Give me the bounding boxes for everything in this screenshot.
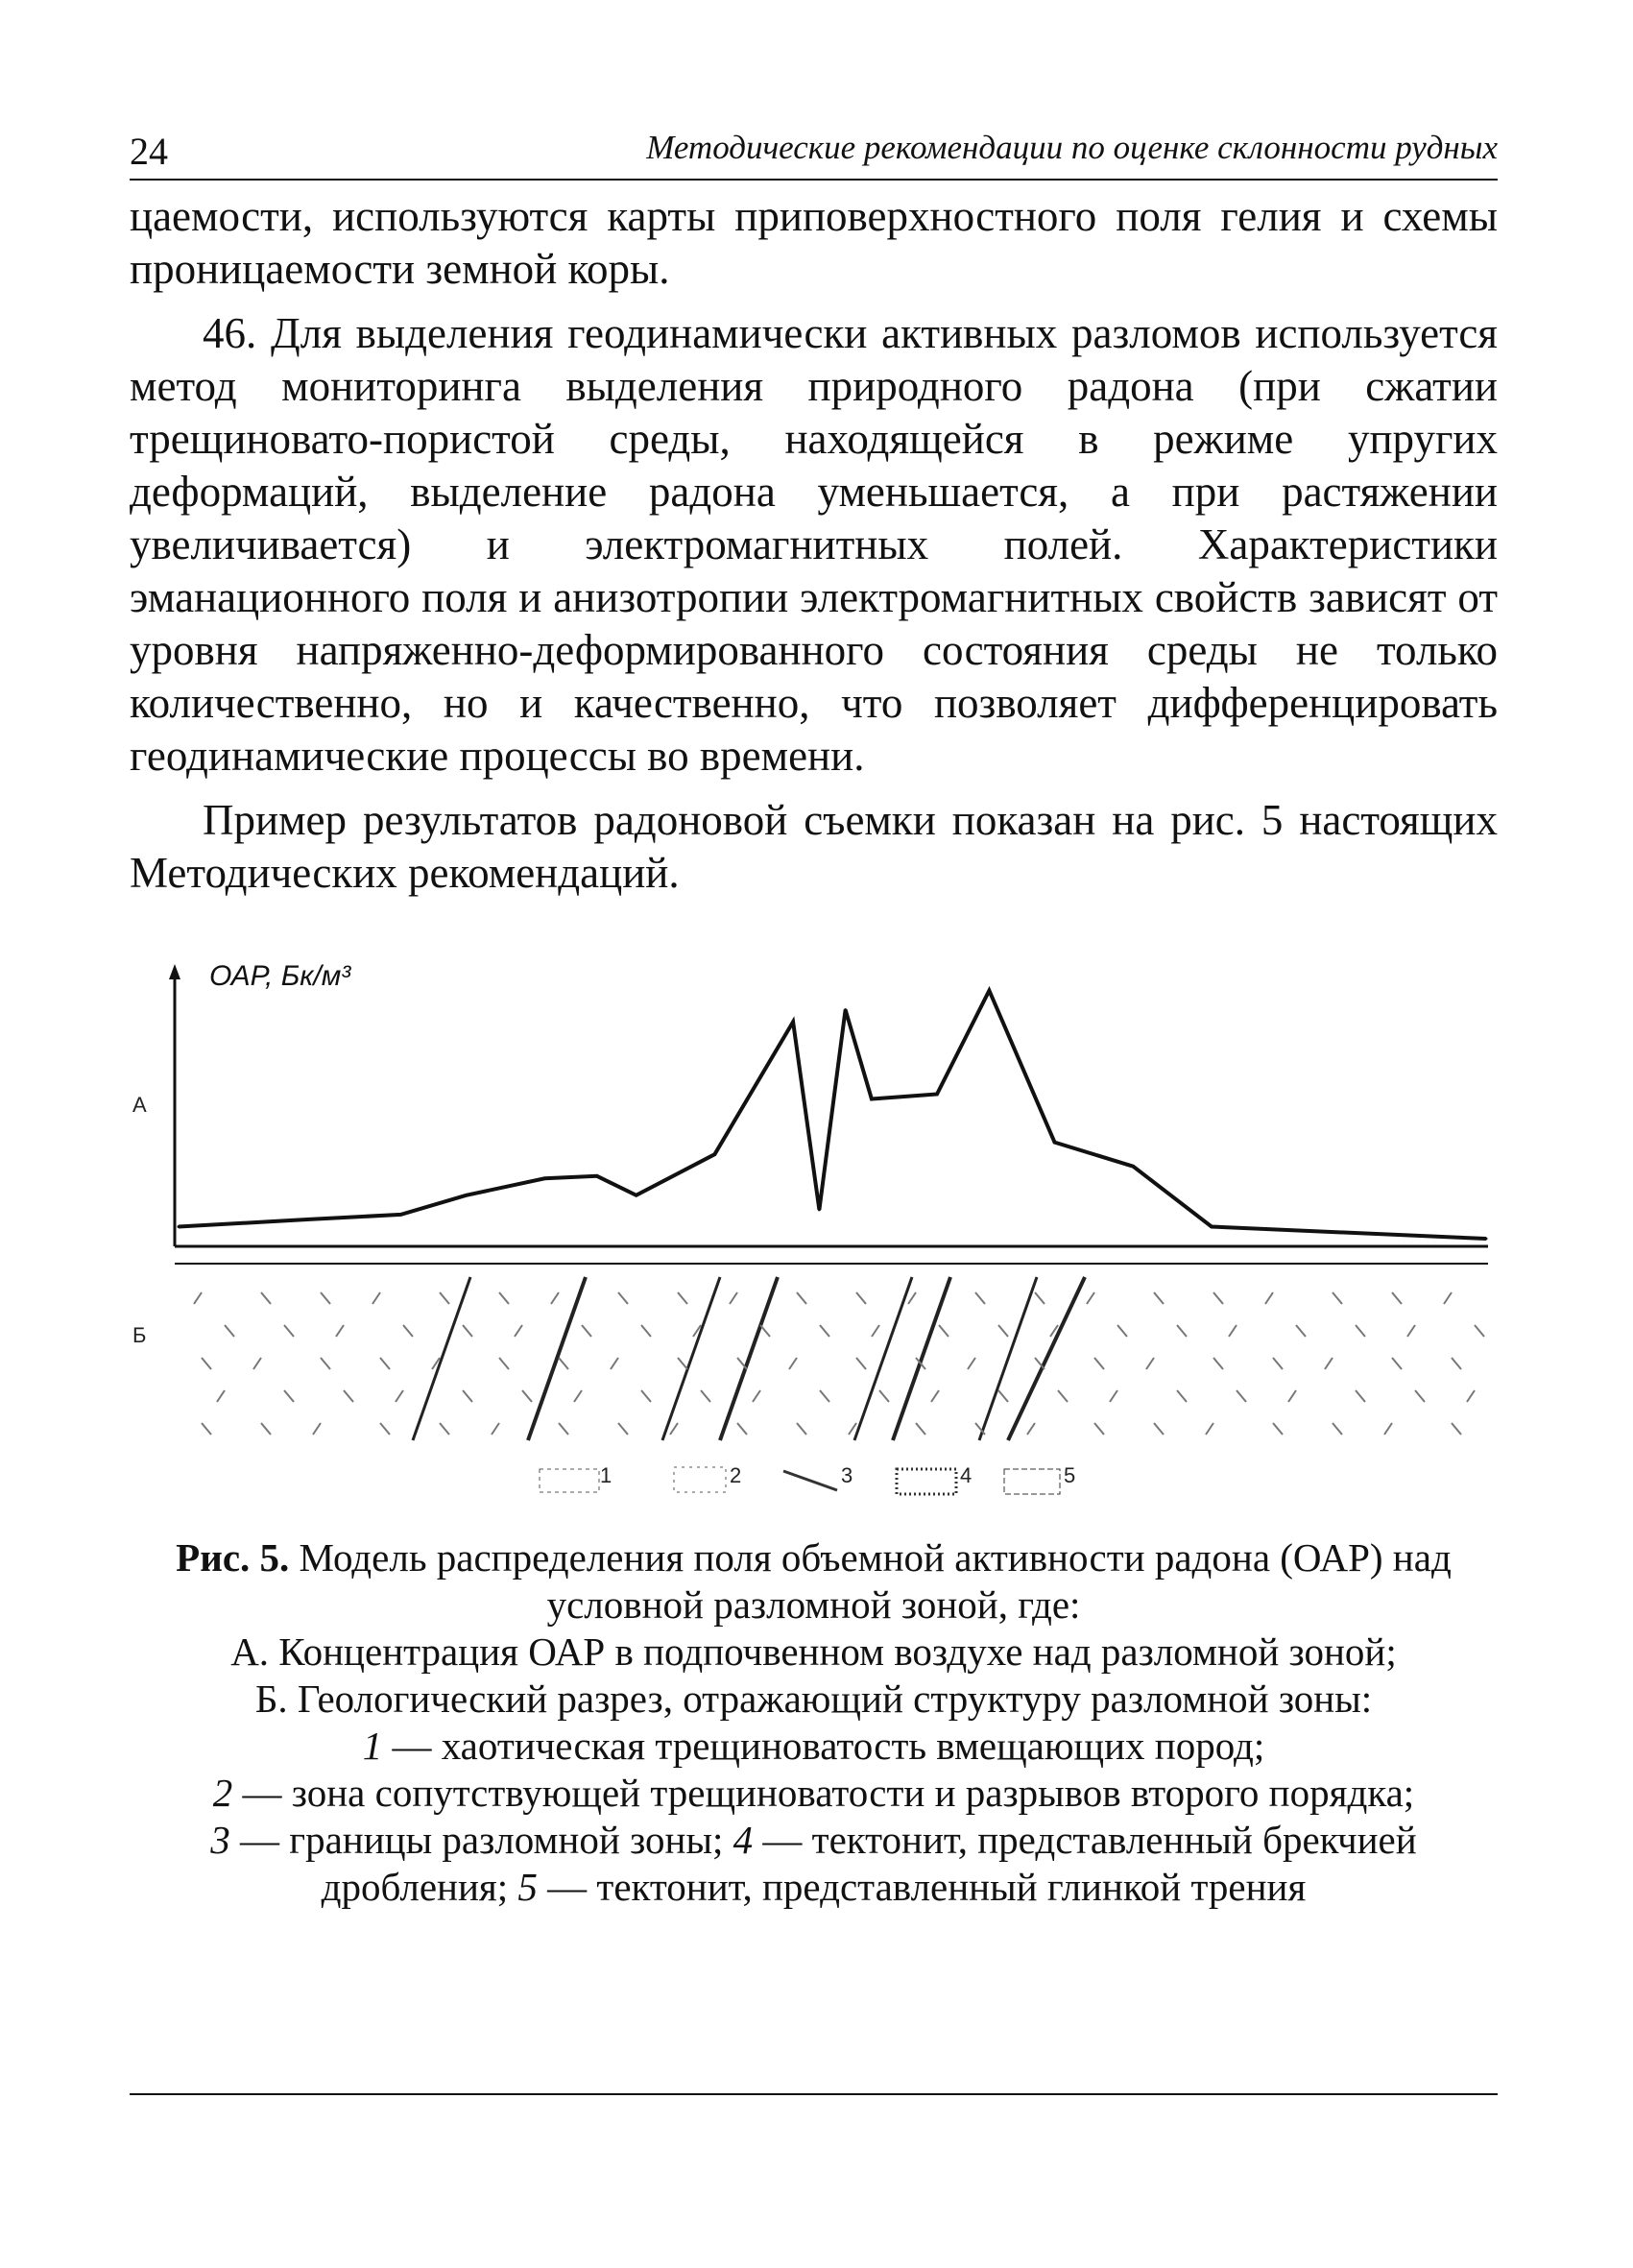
caption-line-b: Б. Геологический разрез, отражающий структуру разломной зоны: [254,1677,1373,1721]
fracture-dash [261,1292,271,1304]
fault-line [893,1277,950,1440]
fracture-dash [1027,1423,1035,1435]
fracture-dash [440,1423,449,1435]
fracture-dash [1110,1390,1117,1402]
radon-point [635,1194,637,1196]
fracture-dash [975,1292,985,1304]
fracture-dash [1177,1390,1187,1402]
legend-box-2 [674,1467,726,1492]
fracture-dash [1154,1423,1164,1435]
fracture-dash [202,1358,211,1369]
page-header [130,125,1498,181]
fracture-dash [225,1325,234,1337]
fracture-dash [1058,1390,1068,1402]
fracture-dash [582,1325,591,1337]
radon-point [818,1208,821,1211]
paragraph-46: 46. Для выделения геодинамически активных разломов используется метод мониторинга выделения природного радона (при сжатии трещиновато-пористой среды, находящейся в режиме упругих деформаций, выделение радона уменьшается, а при растяжении увеличивается) и электромагнитных полей. Характеристики эманационного поля и анизотропии электромагнитных свойств зависят от уровня напряженно-деформированного состояния среды не только количественно, но и качественно, что позволяет дифференцировать геодинамические процессы во времени. [130,309,1498,780]
caption-num-4: 4 [732,1818,754,1862]
fracture-dash [1094,1423,1104,1435]
fracture-dash [372,1292,380,1304]
fracture-dash [1146,1358,1154,1369]
fracture-dash [1094,1358,1104,1369]
fracture-dash [1213,1358,1223,1369]
fracture-dash [611,1358,618,1369]
fracture-dash [760,1325,770,1337]
fault-line [1008,1277,1085,1440]
legend-number-3: 3 [841,1463,853,1487]
legend-box-5 [1004,1469,1060,1494]
fracture-dash [618,1423,628,1435]
fracture-dash [797,1292,806,1304]
fracture-dash [499,1358,509,1369]
caption-item-2 [130,1770,1498,1817]
fracture-dash [1117,1325,1127,1337]
fracture-dash [618,1292,628,1304]
radon-point [399,1213,402,1216]
paragraph-example: Пример результатов радоновой съемки показан на рис. 5 настоящих Методических рекомендаций. [130,796,1498,897]
fracture-dash [380,1423,390,1435]
fracture-dash [321,1292,330,1304]
fracture-dash [1452,1423,1461,1435]
fracture-dash [820,1325,829,1337]
caption-text-2: — зона сопутствующей трещиноватости и разрывов второго порядка; [232,1771,1415,1815]
fracture-dash [1296,1325,1306,1337]
fracture-dash [678,1358,687,1369]
fracture-dash [670,1423,678,1435]
fracture-dash [789,1358,797,1369]
fracture-dash [737,1423,747,1435]
fracture-dash [463,1390,472,1402]
fracture-dash [968,1358,975,1369]
fracture-dash [1415,1390,1425,1402]
caption-num-2: 2 [212,1771,233,1815]
radon-point [308,1218,311,1220]
fracture-dash [1213,1292,1223,1304]
figure-5 [125,951,1507,1527]
fracture-dash [939,1325,949,1337]
fracture-dash [872,1325,879,1337]
caption-text-1: — хаотическая трещиноватость вмещающих пород; [382,1724,1265,1768]
fracture-dash [1273,1423,1283,1435]
fracture-dash [284,1325,294,1337]
fracture-dash [1392,1292,1402,1304]
running-title: Методические рекомендации по оценке склонности рудных [646,129,1498,166]
fracture-dash [522,1390,532,1402]
radon-point [1210,1225,1213,1228]
fracture-dash [1273,1358,1283,1369]
caption-num-3: 3 [210,1818,230,1862]
fault-line [528,1277,586,1440]
fracture-dash [1206,1423,1213,1435]
fracture-dash [344,1390,353,1402]
fracture-dash [463,1325,472,1337]
caption-num-5: 5 [517,1865,538,1909]
fault-line [662,1277,720,1440]
legend-number-5: 5 [1064,1463,1076,1487]
fracture-dash [217,1390,225,1402]
caption-lead: Рис. 5. [176,1535,290,1580]
fracture-dash [1384,1423,1392,1435]
fracture-dash [1333,1292,1342,1304]
fracture-dash [1392,1358,1402,1369]
fracture-dash [1444,1292,1452,1304]
fracture-dash [515,1325,522,1337]
fracture-dash [194,1292,202,1304]
legend-number-2: 2 [730,1463,742,1487]
radon-point [543,1177,546,1180]
fracture-dash [998,1390,1008,1402]
fracture-dash [336,1325,344,1337]
caption-title [130,1534,1498,1629]
fracture-dash [284,1390,294,1402]
fracture-dash [1333,1423,1342,1435]
fracture-dash [1325,1358,1333,1369]
legend-number-1: 1 [600,1463,612,1487]
caption-text-5: — тектонит, представленный глинкой трения [537,1865,1307,1909]
fracture-dash [261,1423,271,1435]
fracture-dash [1407,1325,1415,1337]
radon-point [713,1153,716,1156]
radon-point [1132,1165,1135,1168]
radon-point [870,1098,873,1100]
paragraph-1: цаемости, используются карты приповерхностного поля гелия и схемы проницаемости земной коры. [130,192,1498,293]
caption-item-3-4-5 [130,1817,1498,1911]
y-axis-unit-label: ОАР, Бк/м³ [209,960,351,992]
radon-point [988,989,991,992]
fracture-dash [1467,1390,1475,1402]
fracture-dash [1265,1292,1273,1304]
fracture-dash [1177,1325,1187,1337]
radon-series [178,989,1488,1240]
panel-b-label: Б [132,1323,147,1347]
fracture-dash [931,1390,939,1402]
radon-line [179,991,1486,1239]
fracture-dash [1356,1325,1365,1337]
fracture-dash [1452,1358,1461,1369]
fracture-dash [492,1423,499,1435]
radon-point [595,1174,598,1177]
fracture-dash [820,1390,829,1402]
legend-box-4 [897,1469,956,1494]
caption-text-3: — границы разломной зоны; [229,1818,733,1862]
panel-a-label: А [132,1093,147,1117]
fracture-dash [678,1292,687,1304]
fault-line [979,1277,1037,1440]
caption-line-a: А. Концентрация ОАР в подпочвенном воздухе над разломной зоной; [230,1629,1397,1674]
y-axis-arrow-icon [169,964,180,979]
fracture-dash [559,1358,568,1369]
fracture-dash [998,1325,1008,1337]
body-text [130,190,1498,911]
fracture-dash [321,1358,330,1369]
fracture-dash [916,1423,925,1435]
page-number: 24 [130,130,168,173]
caption-num-1: 1 [362,1724,383,1768]
geologic-section [194,1277,1484,1440]
radon-point [465,1194,468,1196]
fracture-dash [908,1292,916,1304]
fracture-dash [396,1390,403,1402]
fracture-dash [849,1423,856,1435]
fracture-dash [1035,1292,1045,1304]
fracture-dash [574,1390,582,1402]
radon-point [935,1093,938,1096]
fracture-dash [879,1390,889,1402]
legend-box-1 [540,1469,599,1492]
legend-number-4: 4 [960,1463,973,1487]
figure-caption [130,1534,1498,1911]
fracture-dash [253,1358,261,1369]
caption-item-1 [130,1723,1498,1770]
fracture-dash [856,1358,866,1369]
fracture-dash [380,1358,390,1369]
fracture-dash [641,1390,651,1402]
fracture-dash [403,1325,413,1337]
fracture-dash [202,1423,211,1435]
fracture-dash [797,1423,806,1435]
bottom-rule [130,2093,1498,2095]
fracture-dash [701,1390,710,1402]
radon-point [1485,1238,1488,1241]
fracture-dash [730,1292,737,1304]
radon-point [178,1225,180,1228]
fault-line [720,1277,778,1440]
caption-title-text: Модель распределения поля объемной активности радона (ОАР) над условной разломной зоной, где: [299,1535,1452,1627]
fracture-dash [1237,1390,1246,1402]
fracture-dash [313,1423,321,1435]
fracture-dash [1087,1292,1094,1304]
fracture-dash [1475,1325,1484,1337]
radon-point [1053,1141,1056,1144]
fracture-dash [1154,1292,1164,1304]
fracture-dash [559,1423,568,1435]
fracture-dash [1288,1390,1296,1402]
fracture-dash [856,1292,866,1304]
radon-point [844,1008,847,1011]
figure-graphic [125,951,1507,1527]
fracture-dash [499,1292,509,1304]
fracture-dash [753,1390,760,1402]
legend [540,1467,1060,1494]
fracture-dash [641,1325,651,1337]
fracture-dash [1356,1390,1365,1402]
radon-point [792,1021,795,1024]
caption-text-4: — тектонит, представленный брекчией дробления; [321,1818,1417,1909]
fracture-dash [440,1292,449,1304]
fault-line [413,1277,470,1440]
legend-mark-3 [783,1471,837,1490]
fracture-dash [551,1292,559,1304]
fracture-dash [1229,1325,1237,1337]
